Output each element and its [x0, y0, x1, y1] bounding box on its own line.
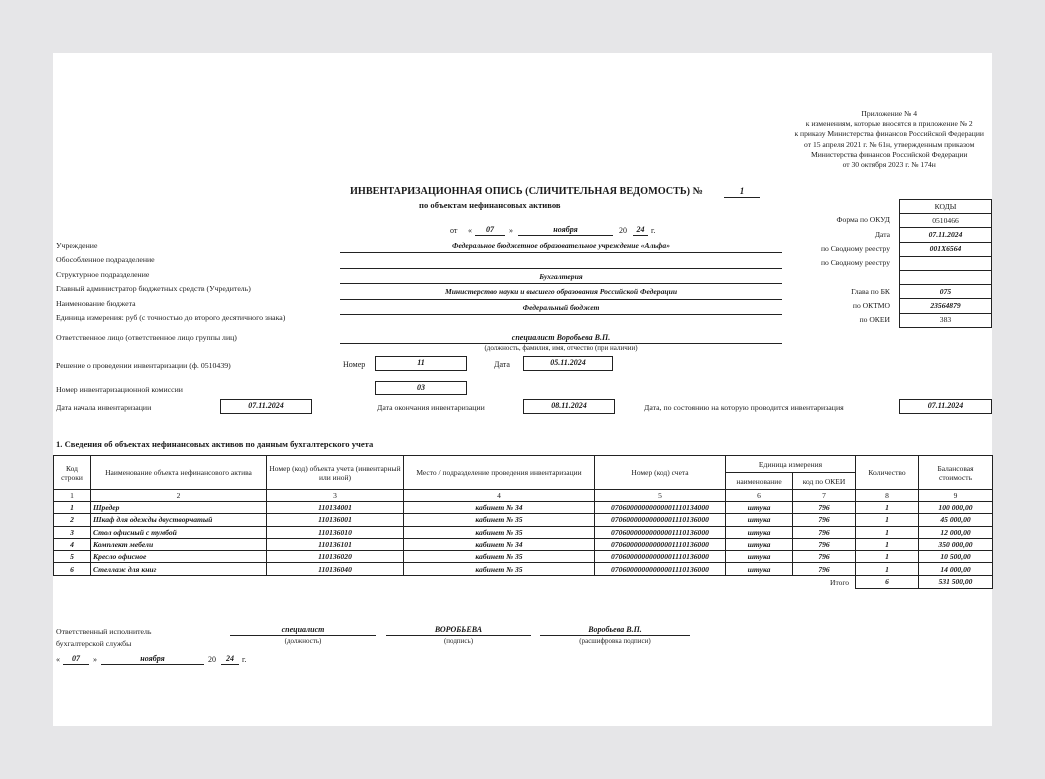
field-value-budget: Федеральный бюджет: [340, 301, 782, 315]
cell-value: 14 000,00: [919, 563, 993, 575]
cell-inv: 110136040: [267, 563, 404, 575]
date-year: 24: [633, 225, 648, 236]
table-row: [54, 551, 993, 563]
cell-value: 100 000,00: [919, 502, 993, 514]
cell-qty: 1: [856, 551, 919, 563]
cell-name: Кресло офисное: [91, 551, 267, 563]
col-header-qty: Количество: [856, 456, 919, 490]
col-number: 1: [54, 490, 91, 502]
cell-name: Стеллаж для книг: [91, 563, 267, 575]
col-header-unit-code: код по ОКЕИ: [793, 473, 856, 490]
sign-year-prefix: 20: [208, 655, 216, 664]
col-header-name: Наименование объекта нефинансового актива: [91, 456, 267, 490]
cell-name: Шредер: [91, 502, 267, 514]
cell-name: Шкаф для одежды двустворчатый: [91, 514, 267, 526]
cell-unit: штука: [726, 551, 793, 563]
cell-place: кабинет № 35: [404, 563, 595, 575]
col-header-code: Код строки: [54, 456, 91, 490]
col-header-account: Номер (код) счета: [595, 456, 726, 490]
cell-account: 07060000000000001110136000: [595, 551, 726, 563]
sign-quote-open: «: [56, 655, 60, 664]
col-header-inv: Номер (код) объекта учета (инвентарный или иной): [267, 456, 404, 490]
field-label-institution: Учреждение: [56, 241, 98, 250]
appendix-line: от 15 апреля 2021 г. № 61н, утвержденным приказом: [804, 139, 975, 149]
cell-inv: 110136101: [267, 538, 404, 550]
date-month: ноября: [518, 225, 613, 236]
cell-unit: штука: [726, 563, 793, 575]
decision-date-label: Дата: [494, 360, 510, 369]
total-row: [54, 575, 993, 588]
document-title: [350, 186, 745, 197]
end-date-label: Дата окончания инвентаризации: [377, 403, 485, 412]
sign-year: 24: [221, 654, 239, 665]
cell-code: 4: [54, 538, 91, 550]
signer-position: специалист: [230, 625, 376, 636]
responsible-label: Ответственное лицо (ответственное лицо группы лиц): [56, 333, 237, 342]
codes-label: Дата: [874, 229, 890, 239]
cell-unit: штука: [726, 514, 793, 526]
codes-label: Форма по ОКУД: [836, 215, 890, 225]
col-header-value: Балансовая стоимость: [919, 456, 993, 490]
document-page: [53, 53, 992, 726]
sign-day: 07: [63, 654, 89, 665]
assets-table: [53, 455, 993, 589]
date-prefix: от: [450, 226, 458, 235]
cell-name: Комплект мебели: [91, 538, 267, 550]
cell-inv: 110134001: [267, 502, 404, 514]
col-header-place: Место / подразделение проведения инвентаризации: [404, 456, 595, 490]
cell-okei: 796: [793, 502, 856, 514]
codes-label: по Сводному реестру: [820, 243, 890, 253]
codes-label: по ОКТМО: [852, 301, 890, 311]
cell-value: 45 000,00: [919, 514, 993, 526]
signer-label-line2: бухгалтерской службы: [56, 639, 132, 648]
table-row: [54, 502, 993, 514]
cell-inv: 110136001: [267, 514, 404, 526]
decision-label: Решение о проведении инвентаризации (ф. 0510439): [56, 361, 231, 370]
asof-date: 07.11.2024: [899, 399, 992, 414]
section-title: 1. Сведения об объектах нефинансовых активов по данным бухгалтерского учета: [56, 439, 374, 449]
field-label-structural-unit: Структурное подразделение: [56, 269, 150, 279]
date-code: 07.11.2024: [900, 228, 992, 242]
table-row: [54, 538, 993, 550]
start-date-label: Дата начала инвентаризации: [56, 403, 152, 412]
col-number: 5: [595, 490, 726, 502]
codes-table: [899, 199, 992, 328]
quote-open: «: [468, 226, 472, 235]
year-suffix: г.: [651, 226, 656, 235]
field-label-unit: Единица измерения: руб (с точностью до второго десятичного знака): [56, 312, 286, 322]
end-date: 08.11.2024: [523, 399, 615, 414]
table-row: [54, 526, 993, 538]
bk-chapter-code: 075: [900, 285, 992, 299]
cell-place: кабинет № 34: [404, 538, 595, 550]
cell-okei: 796: [793, 551, 856, 563]
document-number: 1: [724, 185, 760, 198]
field-label-budget: Наименование бюджета: [56, 298, 136, 308]
cell-value: 12 000,00: [919, 526, 993, 538]
document-subtitle: по объектам нефинансовых активов: [419, 200, 561, 210]
field-value-structural-unit: Бухгалтерия: [340, 270, 782, 284]
cell-code: 5: [54, 551, 91, 563]
field-value-chief-admin: Министерство науки и высшего образования Российской Федерации: [340, 285, 782, 299]
cell-qty: 1: [856, 538, 919, 550]
cell-code: 3: [54, 526, 91, 538]
oktmo-code: 23564879: [900, 299, 992, 313]
cell-okei: 796: [793, 514, 856, 526]
col-number: 4: [404, 490, 595, 502]
signer-decoding-hint: (расшифровка подписи): [579, 637, 651, 645]
col-number: 3: [267, 490, 404, 502]
cell-value: 10 500,00: [919, 551, 993, 563]
decision-number-label: Номер: [343, 360, 366, 369]
field-value-separate-unit: [340, 254, 782, 268]
field-label-separate-unit: Обособленное подразделение: [56, 255, 155, 265]
cell-place: кабинет № 34: [404, 502, 595, 514]
codes-label: по Сводному реестру: [820, 258, 890, 268]
cell-qty: 1: [856, 514, 919, 526]
total-qty: 6: [856, 575, 919, 588]
field-labels: [56, 239, 285, 325]
field-label-chief-admin: Главный администратор бюджетных средств (Учредитель): [56, 284, 251, 294]
table-row: [54, 514, 993, 526]
codes-header: КОДЫ: [900, 200, 992, 214]
empty-code: [900, 270, 992, 284]
field-value-institution: Федеральное бюджетное образовательное учреждение «Альфа»: [340, 239, 782, 253]
sign-month: ноября: [101, 654, 204, 665]
date-day: 07: [475, 225, 505, 236]
commission-number: 03: [375, 381, 467, 395]
responsible-hint: (должность, фамилия, имя, отчество (при наличии): [484, 344, 638, 352]
col-number: 9: [919, 490, 993, 502]
commission-label: Номер инвентаризационной комиссии: [56, 385, 183, 394]
codes-label-spacer: [753, 199, 890, 213]
cell-account: 07060000000000001110136000: [595, 563, 726, 575]
appendix-note: [794, 109, 984, 170]
registry-code-2: [900, 256, 992, 270]
signer-decoding: Воробьева В.П.: [540, 625, 690, 636]
col-number: 7: [793, 490, 856, 502]
cell-place: кабинет № 35: [404, 551, 595, 563]
cell-unit: штука: [726, 538, 793, 550]
cell-qty: 1: [856, 502, 919, 514]
okei-code: 383: [900, 313, 992, 327]
sign-quote-close: »: [93, 655, 97, 664]
cell-code: 6: [54, 563, 91, 575]
cell-value: 350 000,00: [919, 538, 993, 550]
cell-qty: 1: [856, 526, 919, 538]
appendix-line: от 30 октября 2023 г. № 174н: [842, 160, 936, 170]
cell-qty: 1: [856, 563, 919, 575]
total-value: 531 500,00: [919, 575, 993, 588]
sign-year-suffix: г.: [242, 655, 247, 664]
codes-label: Глава по БК: [851, 286, 890, 296]
cell-name: Стол офисный с тумбой: [91, 526, 267, 538]
decision-number: 11: [375, 356, 467, 371]
year-prefix: 20: [619, 226, 627, 235]
registry-code: 001X6564: [900, 242, 992, 256]
col-header-unit-group: Единица измерения: [726, 456, 856, 473]
asof-date-label: Дата, по состоянию на которую проводится инвентаризация: [644, 403, 844, 412]
signer-signature-hint: (подпись): [443, 637, 474, 645]
appendix-line: Министерства финансов Российской Федерации: [810, 149, 968, 159]
quote-close: »: [509, 226, 513, 235]
table-row: [54, 563, 993, 575]
signer-signature: ВОРОБЬЕВА: [386, 625, 531, 636]
cell-account: 07060000000000001110136000: [595, 526, 726, 538]
cell-place: кабинет № 35: [404, 526, 595, 538]
signer-label-line1: Ответственный исполнитель: [56, 627, 152, 636]
cell-inv: 110136020: [267, 551, 404, 563]
cell-account: 07060000000000001110136000: [595, 538, 726, 550]
col-number: 6: [726, 490, 793, 502]
cell-inv: 110136010: [267, 526, 404, 538]
cell-code: 1: [54, 502, 91, 514]
start-date: 07.11.2024: [220, 399, 312, 414]
field-values: [340, 239, 782, 316]
cell-okei: 796: [793, 526, 856, 538]
codes-label: по ОКЕИ: [859, 315, 890, 325]
decision-date: 05.11.2024: [523, 356, 613, 371]
cell-okei: 796: [793, 563, 856, 575]
col-header-unit-name: наименование: [726, 473, 793, 490]
cell-account: 07060000000000001110136000: [595, 514, 726, 526]
responsible-value: специалист Воробьева В.П.: [340, 333, 782, 344]
cell-unit: штука: [726, 502, 793, 514]
cell-code: 2: [54, 514, 91, 526]
cell-account: 07060000000000001110134000: [595, 502, 726, 514]
appendix-line: к приказу Министерства финансов Российской Федерации: [794, 129, 984, 139]
appendix-line: к изменениям, которые вносятся в приложение № 2: [805, 119, 973, 129]
col-number: 8: [856, 490, 919, 502]
cell-place: кабинет № 35: [404, 514, 595, 526]
appendix-line: Приложение № 4: [861, 109, 918, 118]
cell-okei: 796: [793, 538, 856, 550]
okud-code: 0510466: [900, 214, 992, 228]
title-text: ИНВЕНТАРИЗАЦИОННАЯ ОПИСЬ (СЛИЧИТЕЛЬНАЯ ВЕДОМОСТЬ) №: [350, 186, 703, 197]
signer-position-hint: (должность): [284, 637, 322, 645]
total-label: Итого: [830, 577, 850, 587]
col-number: 2: [91, 490, 267, 502]
cell-unit: штука: [726, 526, 793, 538]
